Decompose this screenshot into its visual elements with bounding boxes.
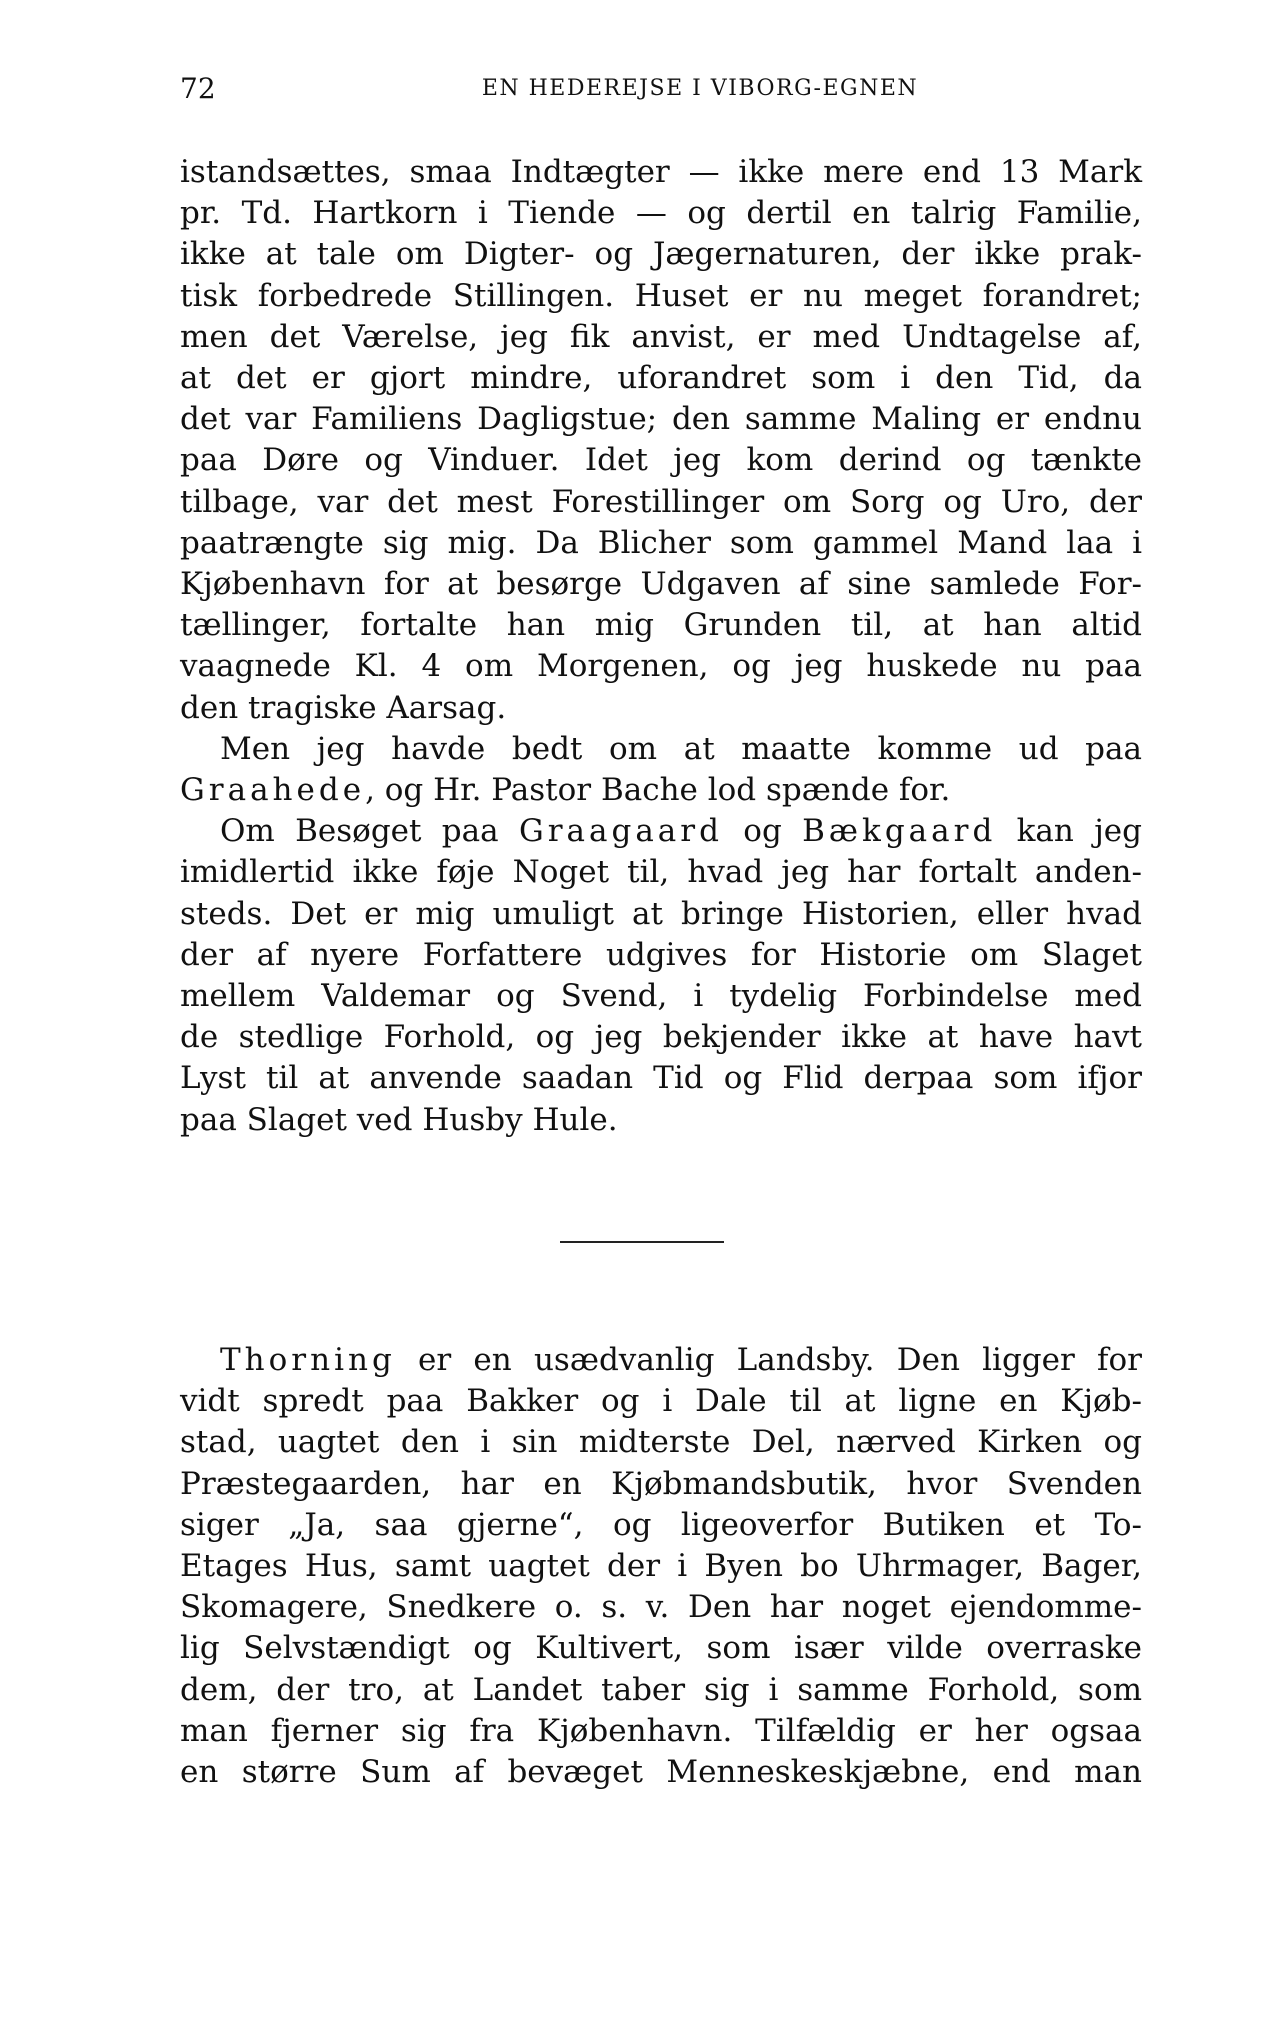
spaced-place-name: Thorning	[220, 1342, 396, 1378]
text-line: ikke at tale om Digter- og Jægernaturen, der ikke prak-	[180, 236, 1142, 273]
text-line: paatrængte sig mig. Da Blicher som gammel Mand laa i	[180, 524, 1142, 561]
text-line: men det Værelse, jeg fik anvist, er med Undtagelse af,	[180, 318, 1142, 355]
text-line: den tragiske Aarsag.	[180, 689, 507, 726]
text-line: Lyst til at anvende saadan Tid og Flid derpaa som ifjor	[180, 1060, 1142, 1097]
text-line: tællinger, fortalte han mig Grunden til, at han altid	[180, 607, 1142, 644]
text-fragment: og	[722, 813, 803, 850]
text-line: det var Familiens Dagligstue; den samme Maling er endnu	[180, 401, 1142, 438]
text-fragment: er en usædvanlig Landsby. Den ligger for	[395, 1342, 1142, 1378]
text-line: mellem Valdemar og Svend, i tydelig Forbindelse med	[180, 978, 1142, 1015]
text-line: vidt spredt paa Bakker og i Dale til at ligne en Kjøb-	[180, 1383, 1142, 1420]
text-line: at det er gjort mindre, uforandret som i den Tid, da	[180, 360, 1142, 397]
text-line: Men jeg havde bedt om at maatte komme ud paa	[220, 730, 1142, 767]
text-line: man fjerner sig fra Kjøbenhavn. Tilfældig er her ogsaa	[180, 1712, 1142, 1749]
text-line	[180, 1340, 1142, 1381]
section-two	[180, 1340, 1142, 1793]
text-line	[180, 770, 1142, 811]
text-line: siger „Ja, saa gjerne“, og ligeoverfor Butiken et To-	[180, 1506, 1142, 1543]
text-line: pr. Td. Hartkorn i Tiende — og dertil en talrig Familie,	[180, 195, 1142, 232]
text-line: Præstegaarden, har en Kjøbmandsbutik, hvor Svenden	[180, 1465, 1142, 1502]
text-line: lig Selvstændigt og Kultivert, som især vilde overraske	[180, 1630, 1142, 1667]
text-line: Skomagere, Snedkere o. s. v. Den har noget ejendomme-	[180, 1589, 1142, 1626]
text-line	[180, 811, 1142, 852]
text-line: Etages Hus, samt uagtet der i Byen bo Uhrmager, Bager,	[180, 1548, 1142, 1585]
spaced-place-name: Bækgaard	[802, 813, 997, 850]
text-fragment: kan jeg	[996, 813, 1142, 850]
text-line: dem, der tro, at Landet taber sig i samme Forhold, som	[180, 1671, 1142, 1708]
text-line: istandsættes, smaa Indtægter — ikke mere end 13 Mark	[180, 154, 1142, 190]
text-line: Kjøbenhavn for at besørge Udgaven af sine samlede For-	[180, 566, 1142, 603]
spaced-place-name: Graahede	[180, 772, 366, 809]
text-line: tilbage, var det mest Forestillinger om Sorg og Uro, der	[180, 483, 1142, 520]
section-divider	[560, 1241, 724, 1243]
text-line: de stedlige Forhold, og jeg bekjender ikke at have havt	[180, 1019, 1142, 1056]
text-line: imidlertid ikke føje Noget til, hvad jeg har fortalt anden-	[180, 854, 1142, 891]
text-line: tisk forbedrede Stillingen. Huset er nu meget forandret;	[180, 277, 1142, 314]
text-line: vaagnede Kl. 4 om Morgenen, og jeg huskede nu paa	[180, 648, 1142, 685]
section-one	[180, 152, 1142, 1141]
text-line: stad, uagtet den i sin midterste Del, nærved Kirken og	[180, 1424, 1142, 1461]
spaced-place-name: Graagaard	[518, 813, 723, 850]
text-line: paa Slaget ved Husby Hule.	[180, 1101, 618, 1138]
text-line: paa Døre og Vinduer. Idet jeg kom derind og tænkte	[180, 442, 1142, 479]
running-head: EN HEDEREJSE I VIBORG-EGNEN	[481, 76, 919, 101]
text-fragment: , og Hr. Pastor Bache lod spænde for.	[365, 772, 951, 809]
text-line: steds. Det er mig umuligt at bringe Historien, eller hvad	[180, 895, 1142, 932]
text-line: en større Sum af bevæget Menneskeskjæbne, end man	[180, 1754, 1142, 1791]
page-number: 72	[180, 72, 216, 105]
text-line: der af nyere Forfattere udgives for Historie om Slaget	[180, 936, 1142, 973]
text-fragment: Om Besøget paa	[220, 813, 519, 850]
